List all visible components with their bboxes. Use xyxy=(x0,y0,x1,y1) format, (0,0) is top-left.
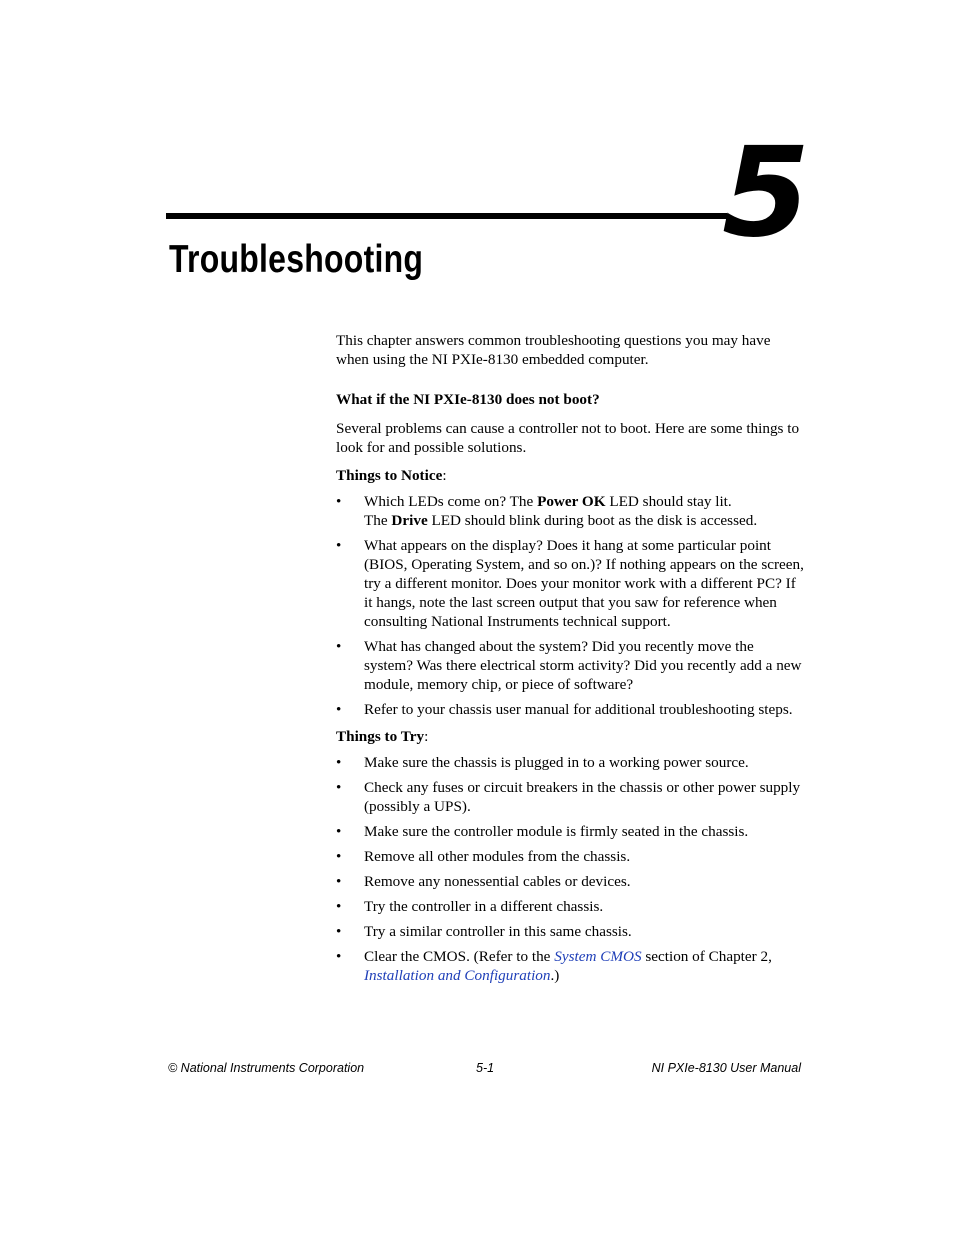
list-item: • Try the controller in a different chassis. xyxy=(336,898,604,915)
chapter-rule xyxy=(166,213,727,219)
bullet-glyph: • xyxy=(336,537,342,554)
list-item: • Make sure the chassis is plugged in to a working power source. xyxy=(336,754,749,771)
list-item: • Refer to your chassis user manual for additional troubleshooting steps. xyxy=(336,701,793,718)
list-item: • Clear the CMOS. (Refer to the System CMOS section of Chapter 2, Installation and Configuration.) xyxy=(336,948,772,984)
notice-list xyxy=(336,492,806,719)
list-item: • Remove any nonessential cables or devices. xyxy=(336,873,631,890)
bullet-glyph: • xyxy=(336,754,342,771)
bullet-glyph: • xyxy=(336,873,342,890)
installation-configuration-link[interactable]: Installation and Configuration xyxy=(364,967,551,984)
system-cmos-link[interactable]: System CMOS xyxy=(554,948,642,965)
bullet-glyph: • xyxy=(336,493,342,510)
bullet-glyph: • xyxy=(336,701,342,718)
bullet-glyph: • xyxy=(336,823,342,840)
question-heading: What if the NI PXIe-8130 does not boot? xyxy=(336,391,600,408)
bullet-glyph: • xyxy=(336,848,342,865)
bullet-glyph: • xyxy=(336,779,342,796)
intro-paragraph: This chapter answers common troubleshooting questions you may have when using the NI PXIe-8130 embedded computer. xyxy=(336,332,771,368)
chapter-title: Troubleshooting xyxy=(169,238,424,281)
try-list xyxy=(336,753,806,985)
notice-heading: Things to Notice: xyxy=(336,467,447,484)
page-footer xyxy=(168,1061,801,1079)
list-item: • What appears on the display? Does it hang at some particular point (BIOS, Operating System, and so on.)? If nothing appears on the screen, try a different monitor. Does your monitor work with a different PC? If it hangs, note the last screen output that you saw for reference when consulting National Instruments technical support. xyxy=(336,537,804,630)
explanation-paragraph: Several problems can cause a controller not to boot. Here are some things to look for and possible solutions. xyxy=(336,420,800,456)
footer-page-number: 5-1 xyxy=(476,1061,495,1075)
list-item: • Make sure the controller module is firmly seated in the chassis. xyxy=(336,823,749,840)
bullet-glyph: • xyxy=(336,923,342,940)
list-item: • Try a similar controller in this same chassis. xyxy=(336,923,632,940)
bullet-glyph: • xyxy=(336,898,342,915)
bullet-glyph: • xyxy=(336,948,342,965)
list-item: • Remove all other modules from the chassis. xyxy=(336,848,631,865)
chapter-number: 5 xyxy=(722,121,804,265)
list-item: • Check any fuses or circuit breakers in the chassis or other power supply (possibly a UPS). xyxy=(336,779,801,815)
bullet-glyph: • xyxy=(336,638,342,655)
footer-manual-title: NI PXIe-8130 User Manual xyxy=(651,1061,801,1075)
footer-copyright: © National Instruments Corporation xyxy=(168,1061,365,1075)
chapter-body xyxy=(336,331,806,993)
try-heading: Things to Try: xyxy=(336,728,429,745)
list-item: • Which LEDs come on? The Power OK LED should stay lit. The Drive LED should blink during boot as the disk is accessed. xyxy=(336,493,758,529)
list-item: • What has changed about the system? Did you recently move the system? Was there electrical storm activity? Did you recently add a new module, memory chip, or piece of software? xyxy=(336,638,802,693)
